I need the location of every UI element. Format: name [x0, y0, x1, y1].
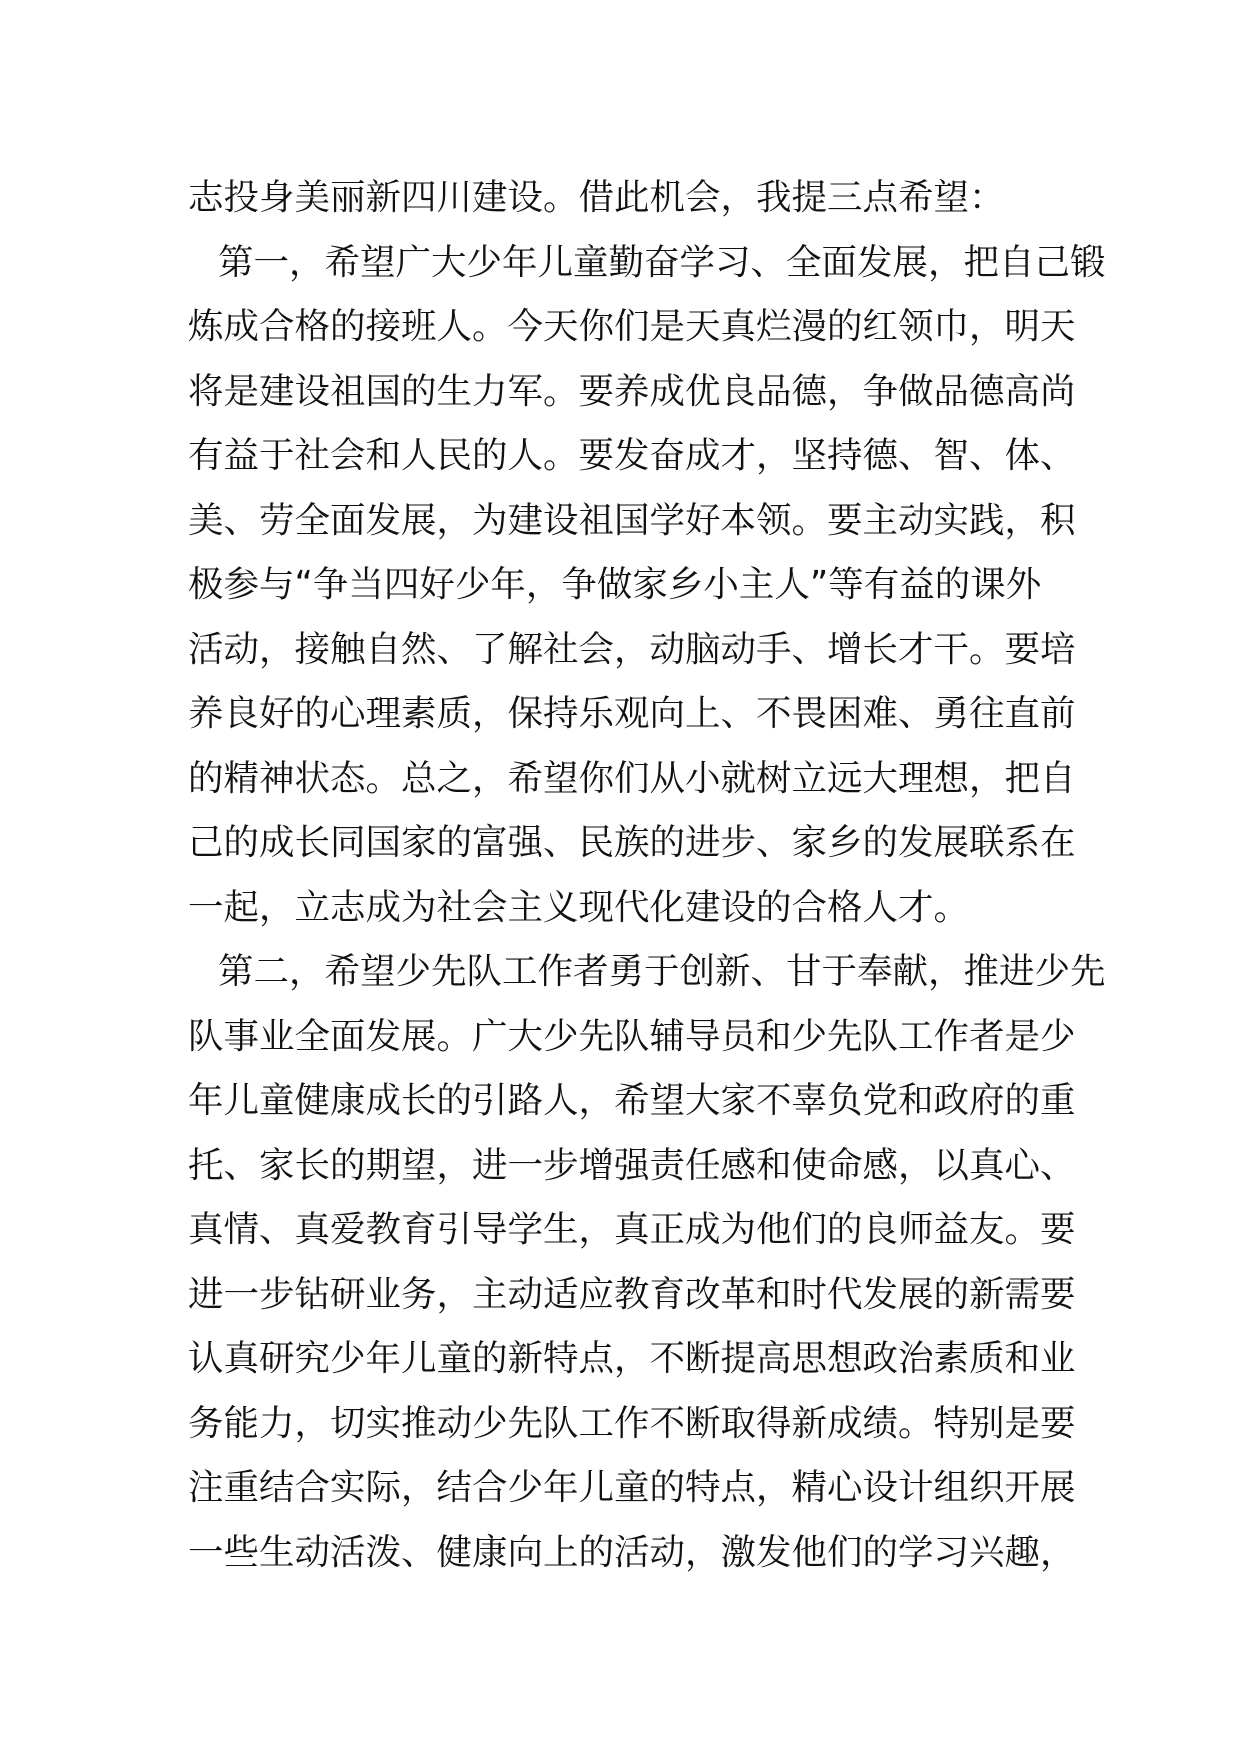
text-line: 炼成合格的接班人。今天你们是天真烂漫的红领巾，明天 [188, 306, 1076, 347]
text-line: 美、劳全面发展，为建设祖国学好本领。要主动实践，积 [188, 499, 1076, 541]
text-line: 极参与“争当四好少年，争做家乡小主人”等有益的课外 [188, 564, 1042, 605]
text-line: 注重结合实际，结合少年儿童的特点，精心设计组织开展 [188, 1467, 1076, 1508]
text-line: 一些生动活泼、健康向上的活动，激发他们的学习兴趣， [188, 1531, 1076, 1573]
text-line: 志投身美丽新四川建设。借此机会，我提三点希望： [188, 177, 1005, 218]
text-line: 进一步钻研业务，主动适应教育改革和时代发展的新需要 [188, 1273, 1076, 1315]
text-line: 年儿童健康成长的引路人，希望大家不辜负党和政府的重 [188, 1080, 1076, 1121]
paragraph-first-line: 第二，希望少先队工作者勇于创新、甘于奉献，推进少先 [218, 951, 1106, 992]
text-line: 己的成长同国家的富强、民族的进步、家乡的发展联系在 [188, 822, 1076, 863]
text-line: 有益于社会和人民的人。要发奋成才，坚持德、智、体、 [188, 435, 1076, 476]
text-line: 的精神状态。总之，希望你们从小就树立远大理想，把自 [188, 757, 1076, 799]
text-line: 真情、真爱教育引导学生，真正成为他们的良师益友。要 [188, 1209, 1076, 1250]
text-line: 养良好的心理素质，保持乐观向上、不畏困难、勇往直前 [188, 693, 1076, 734]
text-line: 一起，立志成为社会主义现代化建设的合格人才。 [188, 886, 970, 928]
text-line: 托、家长的期望，进一步增强责任感和使命感，以真心、 [188, 1144, 1076, 1186]
text-line: 务能力，切实推动少先队工作不断取得新成绩。特别是要 [188, 1402, 1076, 1444]
paragraph-first-line: 第一，希望广大少年儿童勤奋学习、全面发展，把自己锻 [218, 241, 1106, 283]
body-text [188, 166, 1106, 1585]
text-line: 队事业全面发展。广大少先队辅导员和少先队工作者是少 [188, 1015, 1076, 1057]
text-line: 将是建设祖国的生力军。要养成优良品德，争做品德高尚 [188, 370, 1076, 412]
text-line: 活动，接触自然、了解社会，动脑动手、增长才干。要培 [188, 628, 1076, 670]
text-line: 认真研究少年儿童的新特点，不断提高思想政治素质和业 [188, 1338, 1076, 1379]
